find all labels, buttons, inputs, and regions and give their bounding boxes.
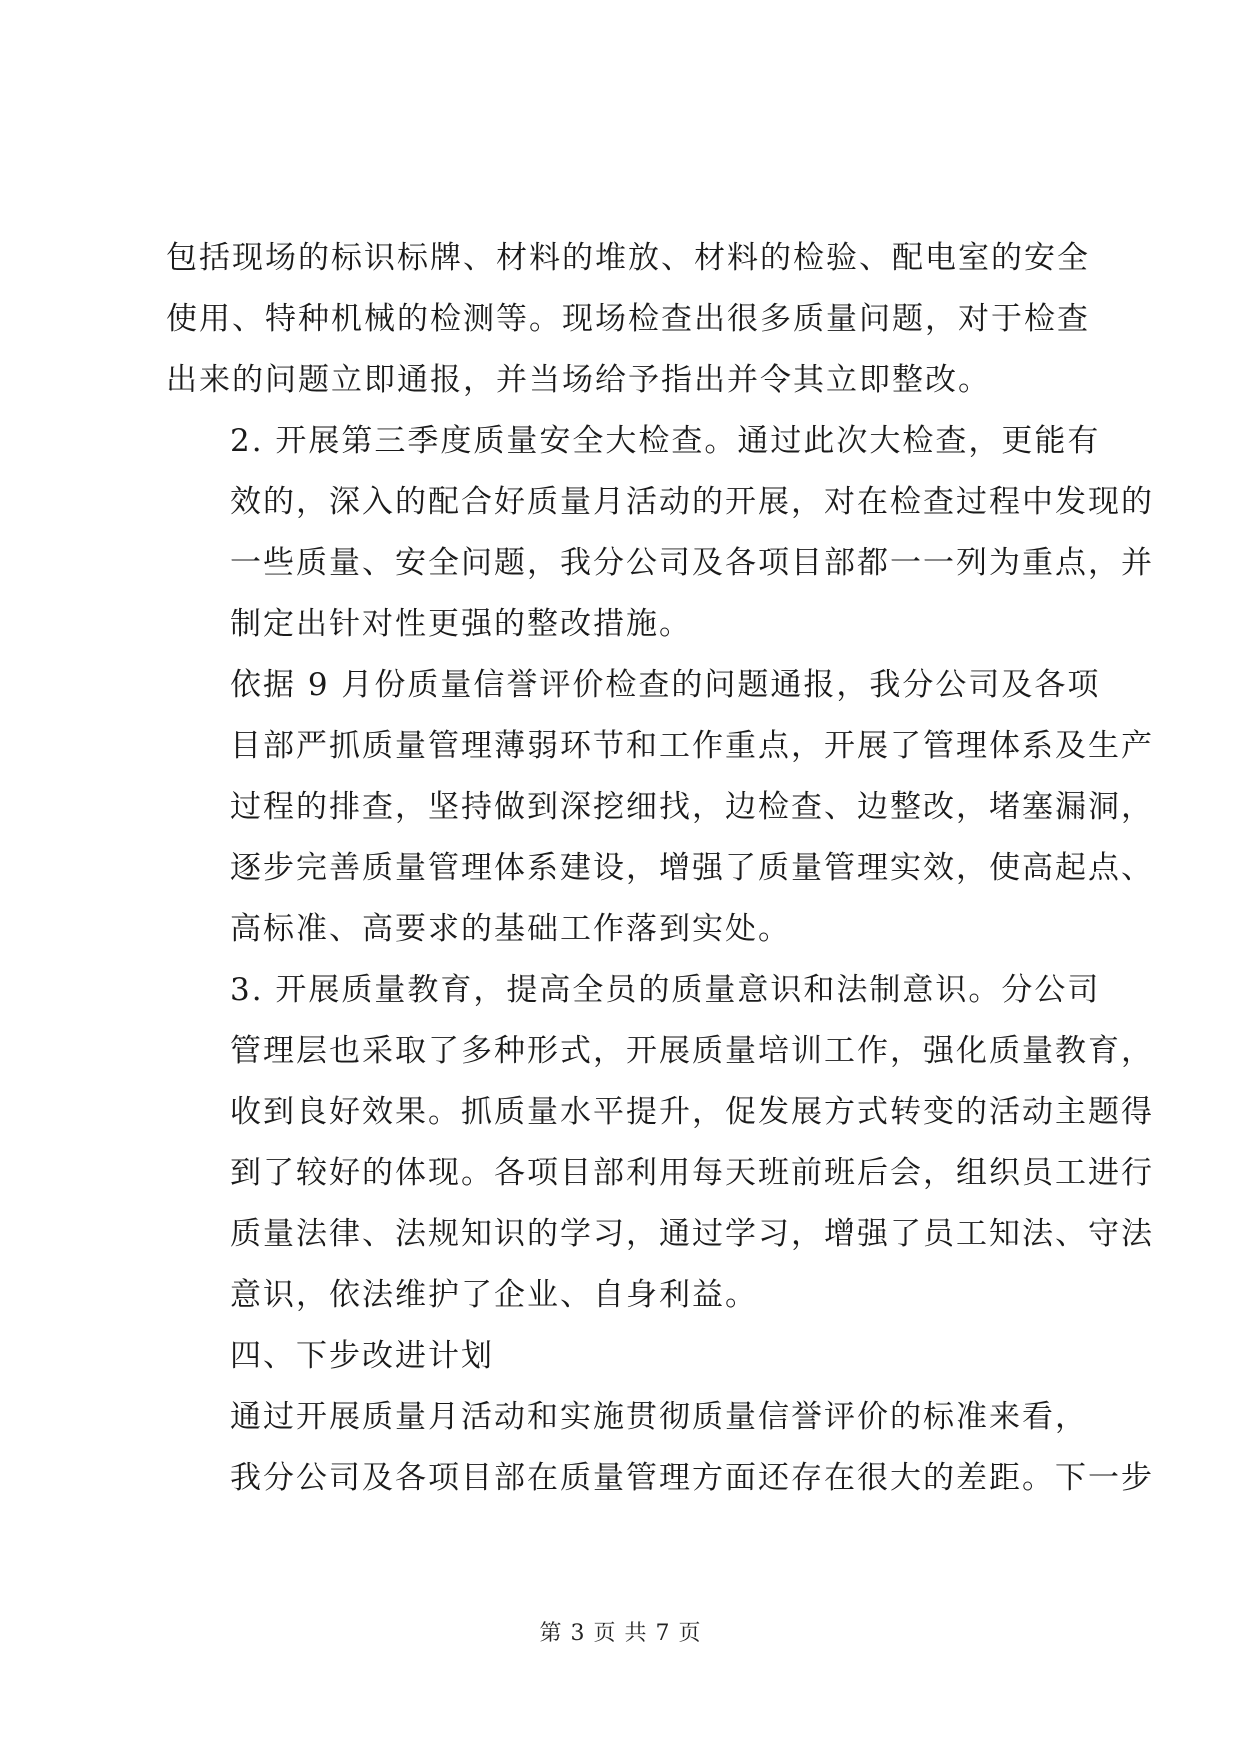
text-line: 3. 开展质量教育，提高全员的质量意识和法制意识。分公司 <box>230 972 1101 1008</box>
text-line: 我分公司及各项目部在质量管理方面还存在很大的差距。下一步 <box>230 1460 1154 1496</box>
text-line: 逐步完善质量管理体系建设，增强了质量管理实效，使高起点、 <box>230 850 1154 886</box>
text-line: 高标准、高要求的基础工作落到实处。 <box>230 911 791 947</box>
text-line: 制定出针对性更强的整改措施。 <box>230 606 692 642</box>
text-line: 通过开展质量月活动和实施贯彻质量信誉评价的标准来看， <box>230 1399 1088 1435</box>
text-line: 使用、特种机械的检测等。现场检查出很多质量问题，对于检查 <box>166 301 1090 337</box>
paragraph <box>166 655 1154 960</box>
text-line: 依据 9 月份质量信誉评价检查的问题通报，我分公司及各项 <box>230 667 1101 703</box>
text-line: 四、下步改进计划 <box>230 1338 494 1374</box>
text-line: 收到良好效果。抓质量水平提升，促发展方式转变的活动主题得 <box>230 1094 1154 1130</box>
text-line: 目部严抓质量管理薄弱环节和工作重点，开展了管理体系及生产 <box>230 728 1154 764</box>
paragraph <box>166 228 1090 411</box>
text-line: 意识，依法维护了企业、自身利益。 <box>230 1277 758 1313</box>
text-line: 2. 开展第三季度质量安全大检查。通过此次大检查，更能有 <box>230 423 1101 459</box>
text-line: 过程的排查，坚持做到深挖细找，边检查、边整改，堵塞漏洞， <box>230 789 1154 825</box>
text-line: 效的，深入的配合好质量月活动的开展，对在检查过程中发现的 <box>230 484 1154 520</box>
document-body <box>166 228 1154 1509</box>
text-line: 到了较好的体现。各项目部利用每天班前班后会，组织员工进行 <box>230 1155 1154 1191</box>
text-line: 一些质量、安全问题，我分公司及各项目部都一一列为重点，并 <box>230 545 1154 581</box>
page-footer: 第 3 页 共 7 页 <box>539 1621 702 1646</box>
text-line: 质量法律、法规知识的学习，通过学习，增强了员工知法、守法 <box>230 1216 1154 1252</box>
paragraph <box>166 960 1154 1326</box>
text-line: 出来的问题立即通报，并当场给予指出并令其立即整改。 <box>166 362 991 398</box>
text-line: 包括现场的标识标牌、材料的堆放、材料的检验、配电室的安全 <box>166 240 1090 276</box>
paragraph <box>166 411 1154 655</box>
paragraph <box>166 1387 1154 1509</box>
paragraph <box>166 1326 1086 1387</box>
text-line: 管理层也采取了多种形式，开展质量培训工作，强化质量教育， <box>230 1033 1154 1069</box>
